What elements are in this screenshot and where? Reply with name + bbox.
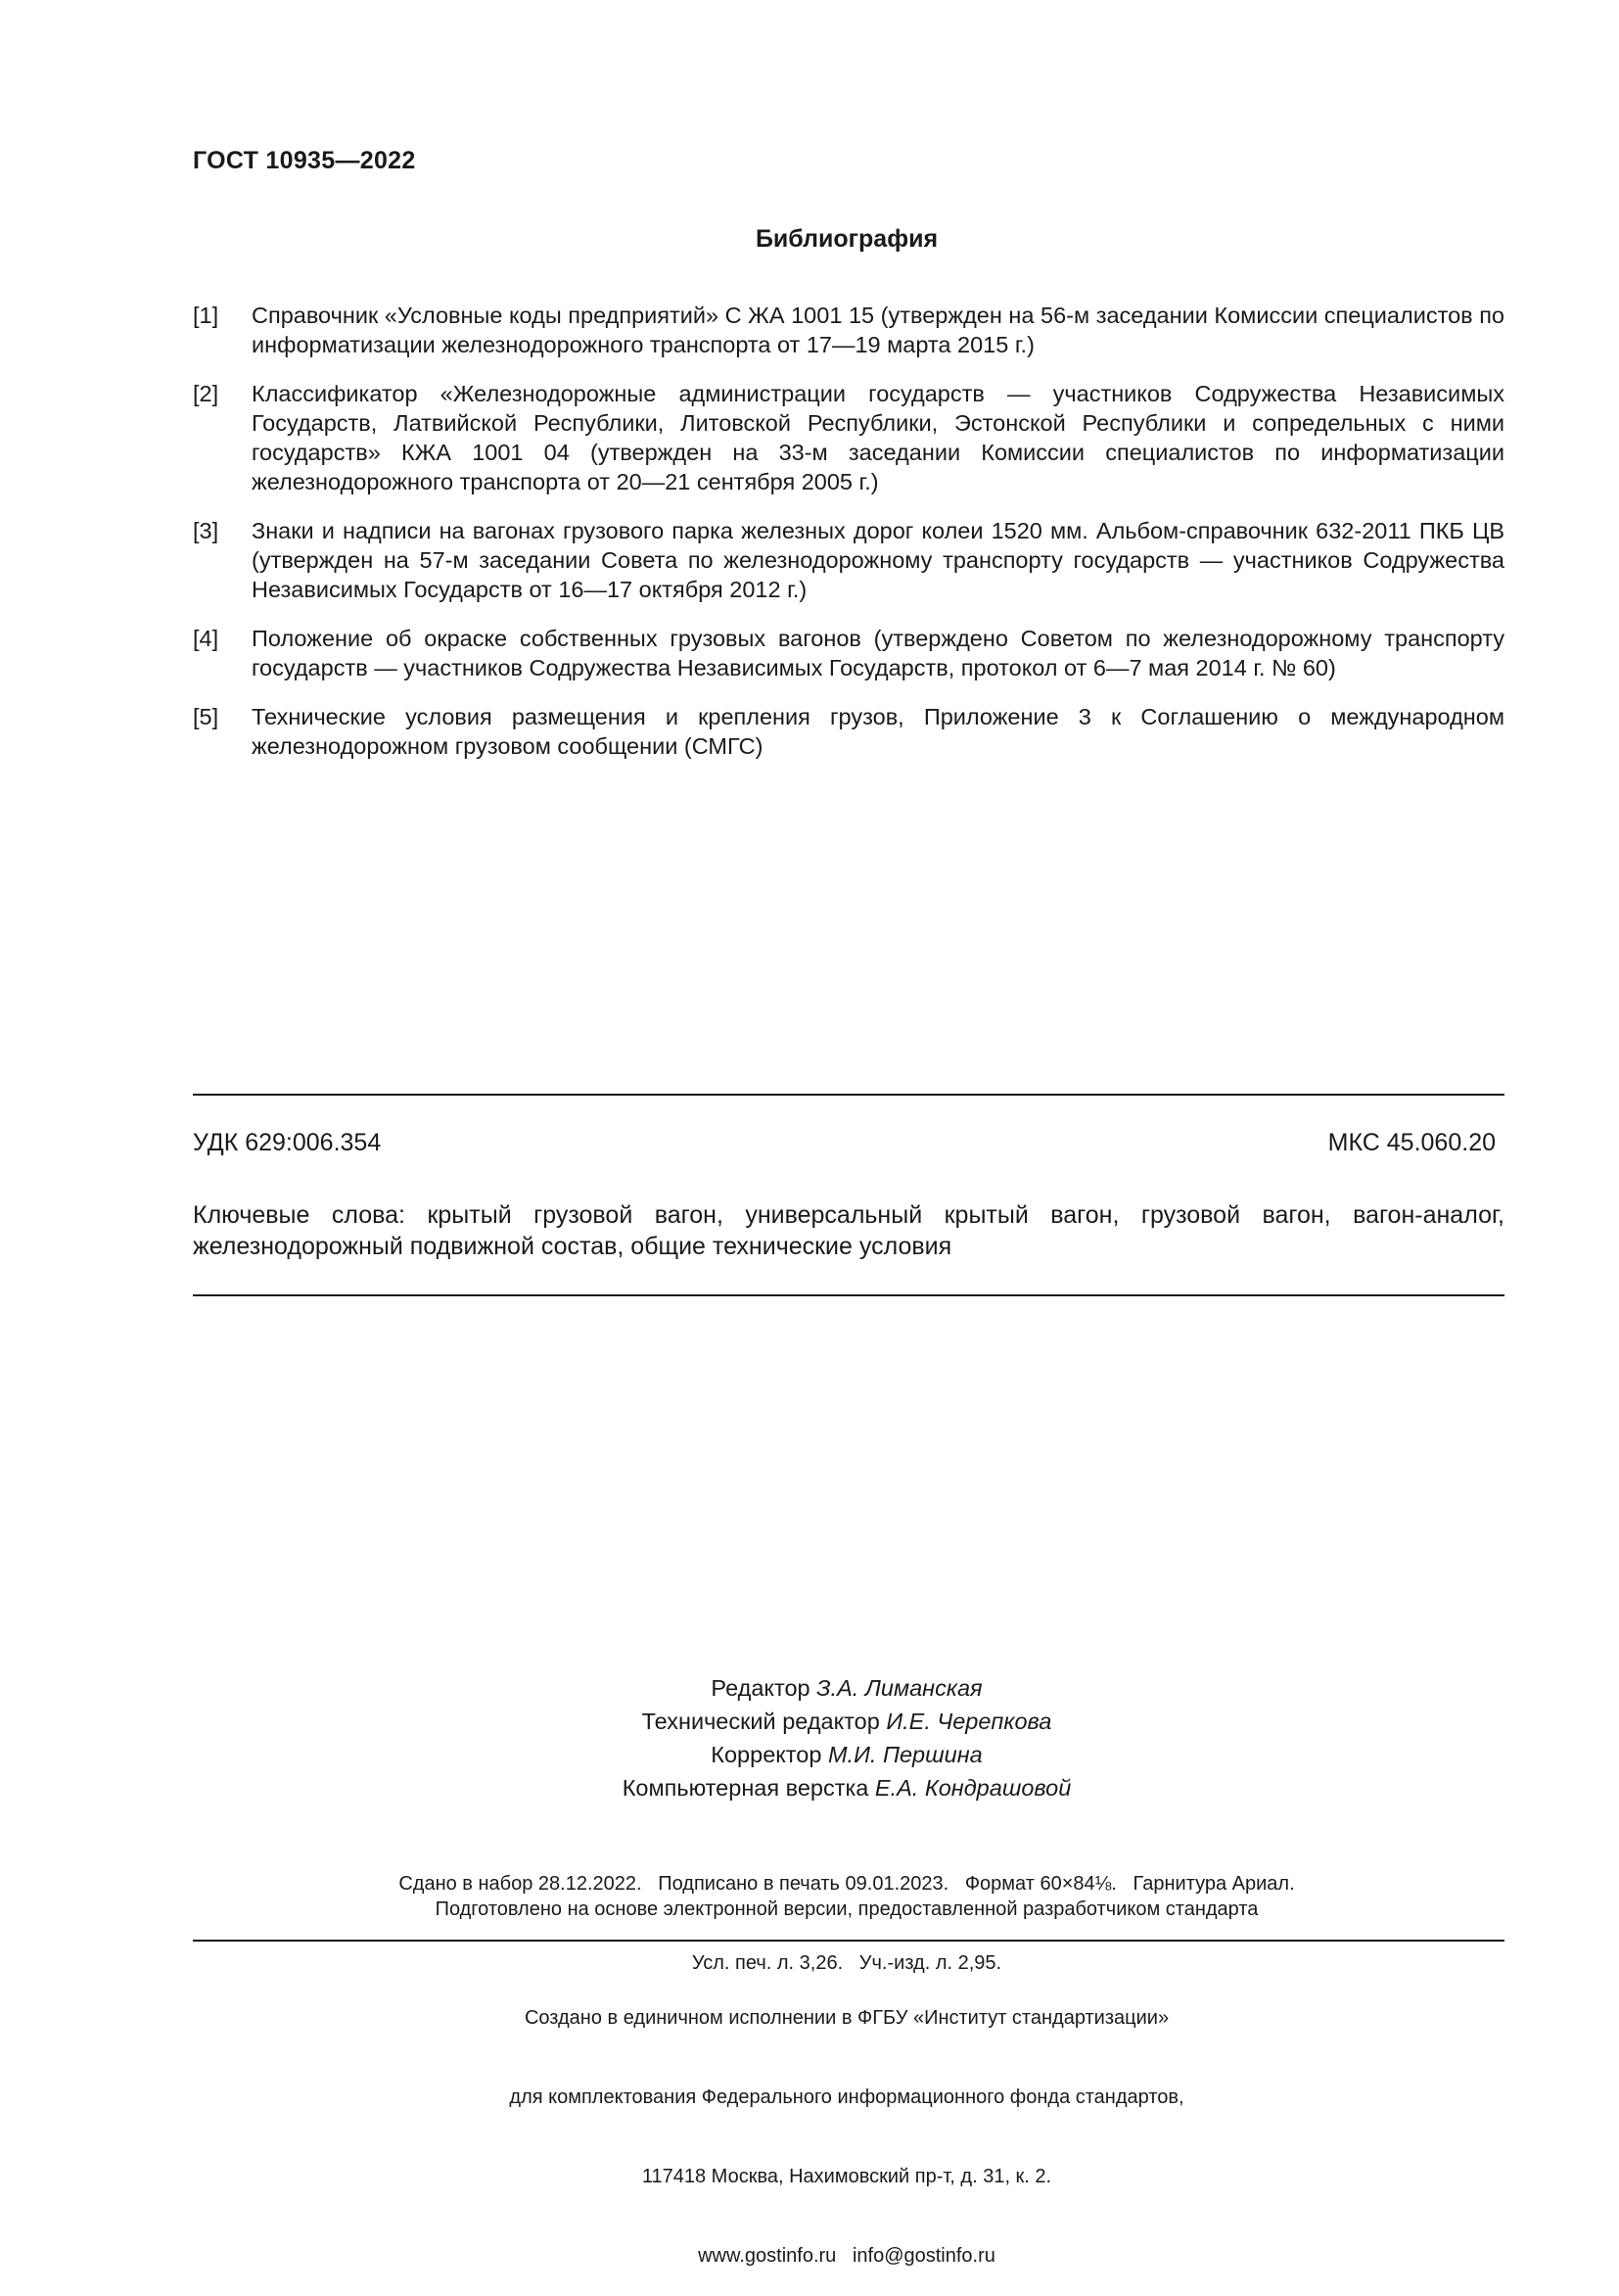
credits-block bbox=[0, 1671, 1619, 1804]
bibliography-item bbox=[193, 624, 1504, 682]
bibliography-item-number: [5] bbox=[193, 704, 219, 729]
credit-line-technical-editor bbox=[0, 1705, 1619, 1738]
credit-role: Редактор bbox=[711, 1675, 810, 1701]
bibliography-item-number: [1] bbox=[193, 303, 219, 328]
bibliography-item-number: [2] bbox=[193, 381, 219, 406]
bibliography-item bbox=[193, 379, 1504, 496]
udk-code: УДК 629:006.354 bbox=[193, 1129, 382, 1156]
bibliography-item-number: [4] bbox=[193, 626, 219, 651]
credit-name: З.А. Лиманская bbox=[816, 1675, 983, 1701]
bibliography-title: Библиография bbox=[755, 225, 939, 253]
credit-role: Компьютерная верстка bbox=[622, 1775, 869, 1801]
credit-line-layout bbox=[0, 1771, 1619, 1804]
publisher-line: 117418 Москва, Нахимовский пр-т, д. 31, к. 2. bbox=[641, 2166, 1052, 2187]
divider-publisher bbox=[193, 1940, 1504, 1942]
credit-name: М.И. Першина bbox=[827, 1742, 983, 1767]
credit-line-editor bbox=[0, 1671, 1619, 1705]
bibliography-item-text: Технические условия размещения и крепления грузов, Приложение 3 к Соглашению о международном железнодорожном грузовом сообщении (СМГС) bbox=[252, 704, 1504, 759]
publisher-line: для комплектования Федерального информационного фонда стандартов, bbox=[509, 2086, 1184, 2108]
bibliography-item-text: Справочник «Условные коды предприятий» С ЖА 1001 15 (утвержден на 56-м заседании Комиссии специалистов по информатизации железнодорожного транспорта от 17—19 марта 2015 г.) bbox=[252, 303, 1504, 357]
divider-bottom bbox=[193, 1294, 1504, 1296]
credit-line-proofreader bbox=[0, 1738, 1619, 1771]
mks-code: МКС 45.060.20 bbox=[1327, 1129, 1496, 1156]
divider-top bbox=[193, 1094, 1504, 1096]
bibliography-item bbox=[193, 301, 1504, 359]
credit-role: Технический редактор bbox=[641, 1709, 880, 1734]
credit-name: Е.А. Кондрашовой bbox=[874, 1775, 1072, 1801]
keywords: Ключевые слова: крытый грузовой вагон, универсальный крытый вагон, грузовой вагон, вагон-аналог, железнодорожный подвижной состав, общие технические условия bbox=[193, 1201, 1504, 1260]
document-code: ГОСТ 10935—2022 bbox=[193, 147, 416, 174]
bibliography-item-text: Знаки и надписи на вагонах грузового парка железных дорог колеи 1520 мм. Альбом-справочник 632-2011 ПКБ ЦВ (утвержден на 57-м заседании Совета по железнодорожному транспорту государств — участников Содружества Независимых Государств от 16—17 октября 2012 г.) bbox=[252, 518, 1504, 602]
publisher-line: Создано в единичном исполнении в ФГБУ «Институт стандартизации» bbox=[524, 2007, 1170, 2029]
credit-name: И.Е. Черепкова bbox=[886, 1709, 1052, 1734]
prepared-note: Подготовлено на основе электронной версии, предоставленной разработчиком стандарта bbox=[435, 1898, 1259, 1920]
bibliography-item-text: Положение об окраске собственных грузовых вагонов (утверждено Советом по железнодорожному транспорту государств — участников Содружества Независимых Государств, протокол от 6—7 мая 2014 г. № 60) bbox=[252, 626, 1504, 680]
bibliography-item-text: Классификатор «Железнодорожные администрации государств — участников Содружества Независимых Государств, Латвийской Республики, Литовской Республики, Эстонской Республики и сопредельных с ними государств» КЖА 1001 04 (утвержден на 33-м заседании Комиссии специалистов по информатизации железнодорожного транспорта от 20—21 сентября 2005 г.) bbox=[252, 381, 1504, 494]
bibliography-item bbox=[193, 516, 1504, 604]
print-info-line: Сдано в набор 28.12.2022. Подписано в печать 09.01.2023. Формат 60×84⅛. Гарнитура Ариал. bbox=[398, 1873, 1295, 1895]
publisher-contacts: www.gostinfo.ru info@gostinfo.ru bbox=[698, 2245, 995, 2267]
publisher-info bbox=[0, 1952, 1619, 2296]
print-info-line: Усл. печ. л. 3,26. Уч.-изд. л. 2,95. bbox=[691, 1952, 1002, 1974]
bibliography-item-number: [3] bbox=[193, 518, 219, 543]
bibliography-list bbox=[193, 301, 1504, 780]
bibliography-item bbox=[193, 702, 1504, 761]
credit-role: Корректор bbox=[711, 1742, 822, 1767]
